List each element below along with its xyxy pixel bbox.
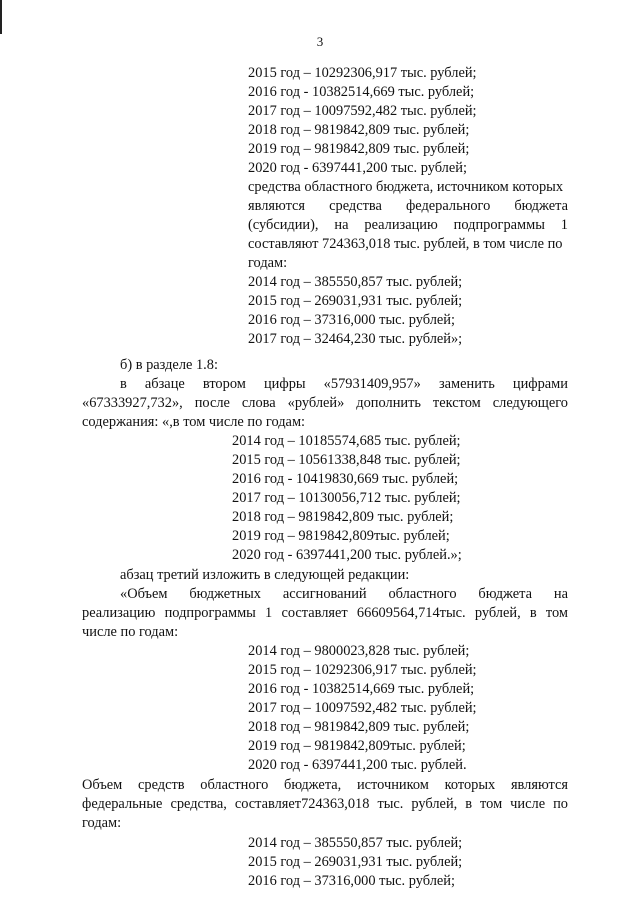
text-line: 2014 год – 385550,857 тыс. рублей;: [248, 274, 463, 290]
text-line: 2014 год – 385550,857 тыс. рублей;: [248, 835, 463, 851]
text-line: средства областного бюджета, источником которых: [248, 179, 564, 195]
text-line: 2019 год – 9819842,809тыс. рублей;: [248, 738, 466, 754]
text-line: 2020 год - 6397441,200 тыс. рублей.: [248, 757, 467, 773]
text-line: содержания: «,в том числе по годам:: [82, 414, 306, 430]
text-line: 2015 год – 269031,931 тыс. рублей;: [248, 293, 463, 309]
text-line: числе по годам:: [82, 624, 179, 640]
text-line: годам:: [248, 255, 288, 271]
text-line: 2016 год – 37316,000 тыс. рублей;: [248, 873, 455, 889]
text-line: 2016 год - 10382514,669 тыс. рублей;: [248, 681, 475, 697]
text-line: 2019 год – 9819842,809тыс. рублей;: [232, 528, 450, 544]
text-line: 2016 год – 37316,000 тыс. рублей;: [248, 312, 455, 328]
text-line: 2015 год – 10292306,917 тыс. рублей;: [248, 662, 477, 678]
scan-edge-mark: [0, 0, 2, 34]
text-line: 2017 год – 10097592,482 тыс. рублей;: [248, 103, 477, 119]
text-line: 2017 год – 10097592,482 тыс. рублей;: [248, 700, 477, 716]
text-line: годам:: [82, 815, 122, 831]
section-heading: б) в разделе 1.8:: [120, 357, 218, 373]
text-line: в абзаце втором цифры «57931409,957» заменить цифрами: [120, 376, 568, 392]
text-line: 2020 год - 6397441,200 тыс. рублей;: [248, 160, 467, 176]
text-line: 2018 год – 9819842,809 тыс. рублей;: [248, 719, 470, 735]
text-line: Объем средств областного бюджета, источником которых являются: [82, 777, 568, 793]
text-line: 2018 год – 9819842,809 тыс. рублей;: [248, 122, 470, 138]
text-line: 2018 год – 9819842,809 тыс. рублей;: [232, 509, 454, 525]
text-line: 2019 год – 9819842,809 тыс. рублей;: [248, 141, 470, 157]
text-line: являются средства федерального бюджета: [248, 198, 568, 214]
text-line: 2015 год – 10561338,848 тыс. рублей;: [232, 452, 461, 468]
text-line: 2016 год - 10419830,669 тыс. рублей;: [232, 471, 459, 487]
text-line: составляют 724363,018 тыс. рублей, в том числе по: [248, 236, 563, 252]
text-line: абзац третий изложить в следующей редакции:: [120, 567, 410, 583]
text-line: «Объем бюджетных ассигнований областного бюджета на: [120, 586, 568, 602]
text-line: 2014 год – 9800023,828 тыс. рублей;: [248, 643, 470, 659]
text-line: 2015 год – 10292306,917 тыс. рублей;: [248, 65, 477, 81]
text-line: (субсидии), на реализацию подпрограммы 1: [248, 217, 568, 233]
text-line: федеральные средства, составляет724363,018 тыс. рублей, в том числе по: [82, 796, 568, 812]
text-line: 2020 год - 6397441,200 тыс. рублей.»;: [232, 547, 462, 563]
page-number: 3: [316, 34, 324, 49]
text-line: 2017 год – 32464,230 тыс. рублей»;: [248, 331, 463, 347]
text-line: «67333927,732», после слова «рублей» дополнить текстом следующего: [82, 395, 568, 411]
text-line: 2017 год – 10130056,712 тыс. рублей;: [232, 490, 461, 506]
text-line: реализацию подпрограммы 1 составляет 66609564,714тыс. рублей, в том: [82, 605, 568, 621]
text-line: 2016 год - 10382514,669 тыс. рублей;: [248, 84, 475, 100]
text-line: 2015 год – 269031,931 тыс. рублей;: [248, 854, 463, 870]
text-line: 2014 год – 10185574,685 тыс. рублей;: [232, 433, 461, 449]
